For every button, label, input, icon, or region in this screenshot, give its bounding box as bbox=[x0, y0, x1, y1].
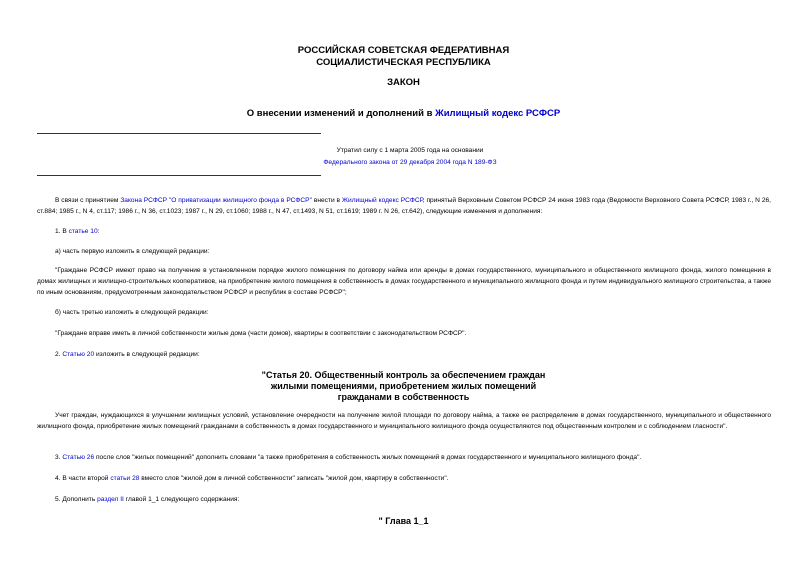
header-line-1: РОССИЙСКАЯ СОВЕТСКАЯ ФЕДЕРАТИВНАЯ bbox=[297, 45, 510, 56]
item-1 bbox=[37, 226, 771, 237]
law-label: ЗАКОН bbox=[387, 77, 420, 88]
status-link-wrap bbox=[250, 159, 570, 166]
document-title bbox=[0, 108, 807, 119]
item-2 bbox=[37, 349, 771, 360]
housing-code-link[interactable]: Жилищный кодекс РСФСР bbox=[435, 108, 561, 119]
quote-1: "Граждане РСФСР имеют право на получение в установленном порядке жилого помещения по договору найма или аренды в домах государственного, муниципального и общественного жилищного фонда, жилого помещения в домах жилищных и жилищно-строительных кооперативов, на приобретение жилого помещения в собственность в домах государственного и муниципального жилищного фонда и путем индивидуального жилищного строительства, а также по иным основаниям, предусмотренным законодательством РСФСР и республик в составе РСФСР"; bbox=[37, 267, 771, 296]
article-20-link[interactable]: Статью 20 bbox=[62, 351, 95, 358]
intro-text-c: , принятый Верховным Советом РСФСР 24 июня 1983 года (Ведомости Верховного Совета РСФСР, 1983 г., N 26, ст.884; 1985 г., N 4, ст.117; 1986 г., N 36, ст.1023; 1987 г., N 29, ст.1060; 1988 г., N 47, ст.1493, N 51, ст.1619; 1989 г. N 26, ст.642), следующие изменения и дополнения: bbox=[37, 197, 772, 215]
item-1-text-b: : bbox=[97, 228, 100, 235]
item-1-text-a: 1. В bbox=[55, 228, 69, 235]
intro-paragraph bbox=[37, 195, 771, 217]
section-2-link[interactable]: раздел II bbox=[97, 496, 124, 503]
title-prefix: О внесении изменений и дополнений в bbox=[246, 108, 436, 119]
item-5-text-b: главой 1_1 следующего содержания: bbox=[123, 496, 240, 503]
repeal-law-link[interactable]: Федерального закона от 29 декабря 2004 года N 189-ФЗ bbox=[323, 159, 497, 166]
divider-bottom bbox=[37, 175, 321, 176]
header-line-2: СОЦИАЛИСТИЧЕСКАЯ РЕСПУБЛИКА bbox=[316, 57, 491, 68]
article-26-link[interactable]: Статью 26 bbox=[62, 454, 95, 461]
article-20-heading-1: "Статья 20. Общественный контроль за обеспечением граждан bbox=[261, 370, 546, 380]
item-1b: б) часть третью изложить в следующей редакции: bbox=[55, 309, 209, 316]
item-4 bbox=[37, 473, 771, 484]
article-20-heading-2: жилыми помещениями, приобретением жилых помещений bbox=[270, 381, 537, 391]
item-5 bbox=[37, 494, 771, 505]
privatization-law-link[interactable]: Закона РСФСР "О приватизации жилищного фонда в РСФСР" bbox=[120, 197, 312, 204]
intro-text-b: внести в bbox=[311, 197, 342, 204]
divider-top bbox=[37, 133, 321, 134]
header-block bbox=[0, 45, 807, 69]
item-3-text-b: после слов "жилых помещений" дополнить словами "а также приобретения в собственность жилых помещений в домах государственного и муниципального жилищного фонда". bbox=[94, 454, 642, 461]
article-20-text: Учет граждан, нуждающихся в улучшении жилищных условий, установление очередности на получение жилой площади по договору найма, а также ее распределение в домах государственного, муниципального и общественного жилищного фонда, приобретение жилых помещений гражданами в собственность в домах государственного и муниципального жилищного фонда осуществляются под общественным контролем и с соблюдением гласности". bbox=[37, 412, 771, 430]
housing-code-link-2[interactable]: Жилищный кодекс РСФСР bbox=[341, 197, 423, 204]
item-1a: а) часть первую изложить в следующей редакции: bbox=[55, 248, 210, 255]
article-28-link[interactable]: статьи 28 bbox=[110, 475, 140, 482]
chapter-heading: " Глава 1_1 bbox=[378, 516, 429, 526]
item-5-text-a: 5. Дополнить bbox=[55, 496, 98, 503]
item-2-text-b: изложить в следующей редакции: bbox=[94, 351, 200, 358]
item-3-text-a: 3. bbox=[55, 454, 63, 461]
item-2-text-a: 2. bbox=[55, 351, 63, 358]
item-3 bbox=[37, 452, 771, 463]
article-20-heading-3: гражданами в собственность bbox=[337, 392, 470, 402]
item-4-text-a: 4. В части второй bbox=[55, 475, 111, 482]
item-4-text-b: вместо слов "жилой дом в личной собственности" записать "жилой дом, квартиру в собственности". bbox=[139, 475, 449, 482]
status-line-1: Утратил силу с 1 марта 2005 года на основании bbox=[336, 147, 484, 154]
quote-2: "Граждане вправе иметь в личной собственности жилые дома (части домов), квартиры в соответствии с законодательством РСФСР". bbox=[55, 330, 467, 337]
article-10-link[interactable]: статье 10 bbox=[68, 228, 98, 235]
intro-text-a: В связи с принятием bbox=[55, 197, 121, 204]
